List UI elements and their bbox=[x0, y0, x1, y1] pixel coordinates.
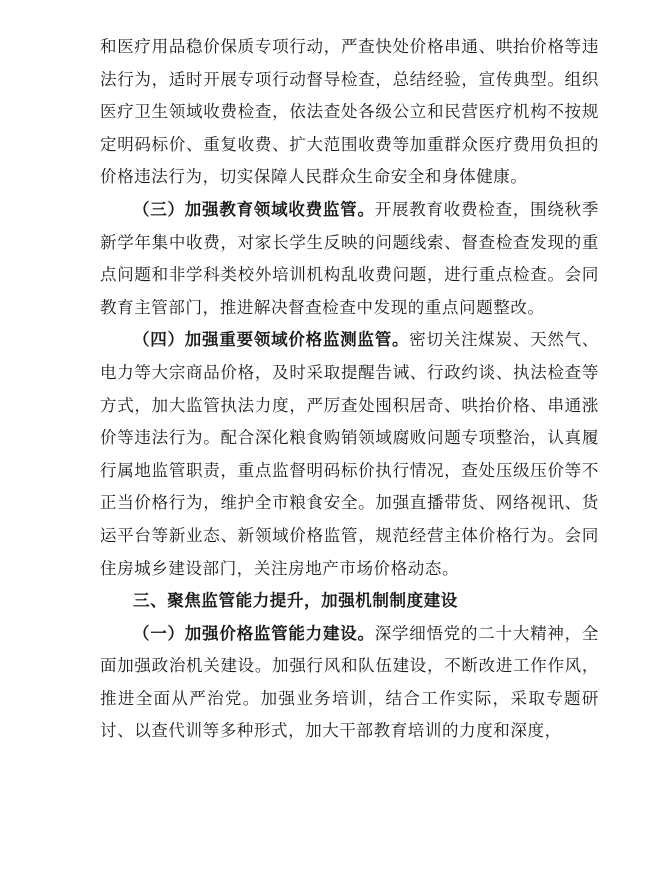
section-heading: 三、聚焦监管能力提升，加强机制制度建设 bbox=[133, 591, 458, 611]
paragraph-text: 密切关注煤炭、天然气、电力等大宗商品价格，及时采取提醒告诫、行政约谈、执法检查等方式，加大监管执法力度，严厉查处囤积居奇、哄抬价格、串通涨价等违法行为。配合深化粮食购销领域腐败问题专项整治，认真履行属地监管职责，重点监督明码标价执行情况，查处压级压价等不正当价格行为，维护全市粮食安全。加强直播带货、网络视讯、货运平台等新业态、新领域价格监管，规范经营主体价格行为。会同住房城乡建设部门，关注房地产市场价格动态。 bbox=[100, 330, 599, 578]
paragraph-price-monitoring bbox=[100, 324, 599, 585]
paragraph-capacity-building bbox=[100, 618, 599, 748]
paragraph-medical-pricing bbox=[100, 31, 599, 194]
paragraph-lead: （三）加强教育领域收费监管。 bbox=[133, 199, 375, 219]
paragraph-lead: （一）加强价格监管能力建设。 bbox=[133, 623, 375, 643]
paragraph-lead: （四）加强重要领域价格监测监管。 bbox=[133, 330, 410, 350]
paragraph-education-fees bbox=[100, 194, 599, 324]
paragraph-text: 和医疗用品稳价保质专项行动，严查快处价格串通、哄抬价格等违法行为，适时开展专项行动督导检查，总结经验，宣传典型。组织医疗卫生领域收费检查，依法查处各级公立和民营医疗机构不按规定明码标价、重复收费、扩大范围收费等加重群众医疗费用负担的价格违法行为，切实保障人民群众生命安全和身体健康。 bbox=[100, 37, 599, 187]
paragraph-text: 深学细悟党的二十大精神，全面加强政治机关建设。加强行风和队伍建设，不断改进工作作风，推进全面从严治党。加强业务培训，结合工作实际，采取专题研讨、以查代训等多种形式，加大干部教育培训的力度和深度， bbox=[100, 623, 599, 741]
paragraph-text: 开展教育收费检查，围绕秋季新学年集中收费，对家长学生反映的问题线索、督查检查发现的重点问题和非学科类校外培训机构乱收费问题，进行重点检查。会同教育主管部门，推进解决督查检查中发现的重点问题整改。 bbox=[100, 199, 599, 317]
document-page bbox=[100, 31, 599, 748]
